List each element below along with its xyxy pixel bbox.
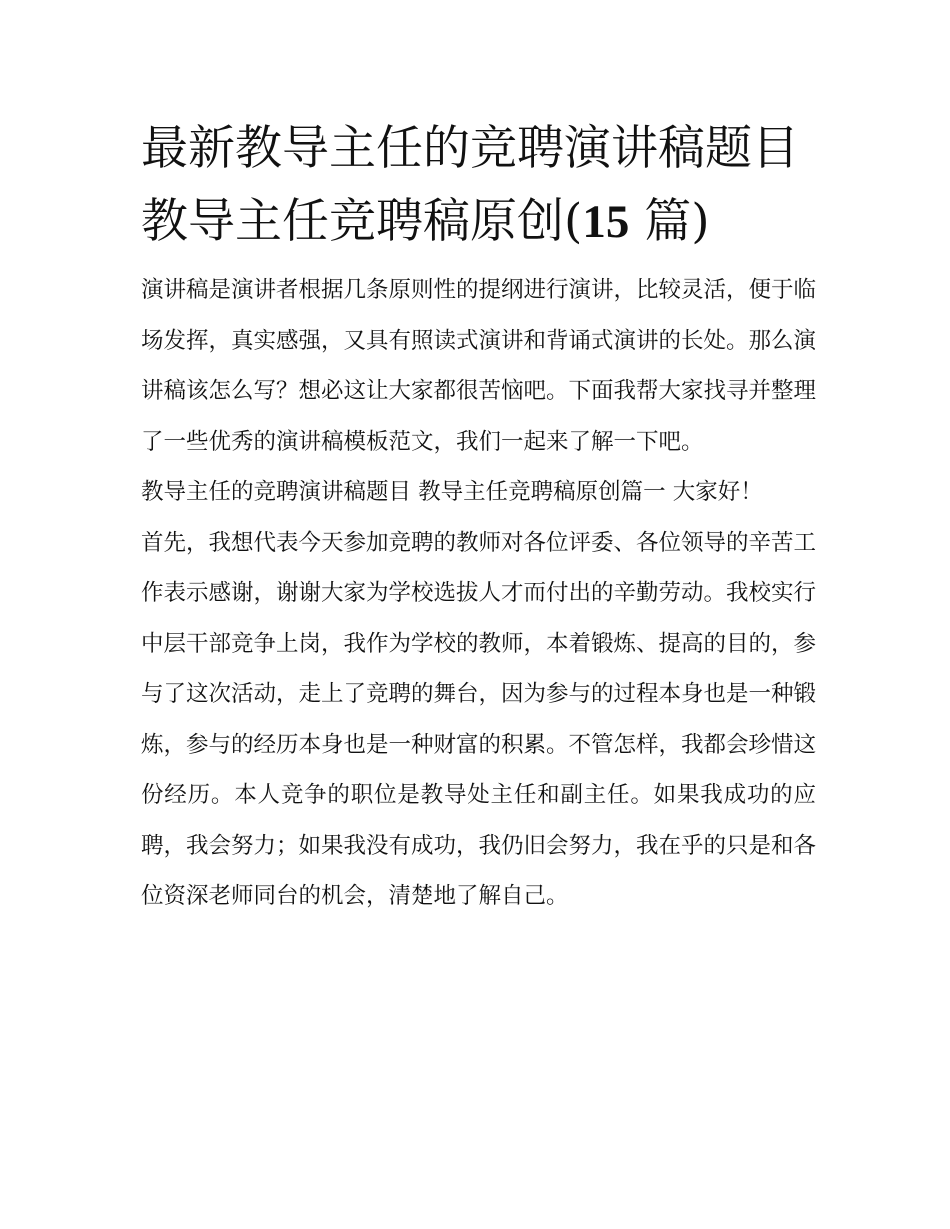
body-paragraph: 首先，我想代表今天参加竞聘的教师对各位评委、各位领导的辛苦工作表示感谢，谢谢大家为学校选拔人才而付出的辛勤劳动。我校实行中层干部竞争上岗，我作为学校的教师，本着锻炼、提高的目的，参与了这次活动，走上了竞聘的舞台，因为参与的过程本身也是一种锻炼，参与的经历本身也是一种财富的积累。不管怎样，我都会珍惜这份经历。本人竞争的职位是教导处主任和副主任。如果我成功的应聘，我会努力；如果我没有成功，我仍旧会努力，我在乎的只是和各位资深老师同台的机会，清楚地了解自己。 — [141, 529, 817, 909]
title-number: 15 — [582, 196, 630, 248]
section-heading: 教导主任的竞聘演讲稿题目 教导主任竞聘稿原创篇一 大家好！ — [141, 479, 763, 505]
intro-paragraph: 演讲稿是演讲者根据几条原则性的提纲进行演讲，比较灵活，便于临场发挥，真实感强，又具有照读式演讲和背诵式演讲的长处。那么演讲稿该怎么写？想必这让大家都很苦恼吧。下面我帮大家找寻并整理了一些优秀的演讲稿模板范文，我们一起来了解一下吧。 — [141, 277, 817, 455]
title-text-part2: 篇) — [629, 194, 710, 249]
document-title — [141, 112, 816, 259]
title-text-part1: 最新教导主任的竞聘演讲稿题目 教导主任竞聘稿原创( — [141, 121, 799, 249]
document-content — [141, 112, 816, 922]
